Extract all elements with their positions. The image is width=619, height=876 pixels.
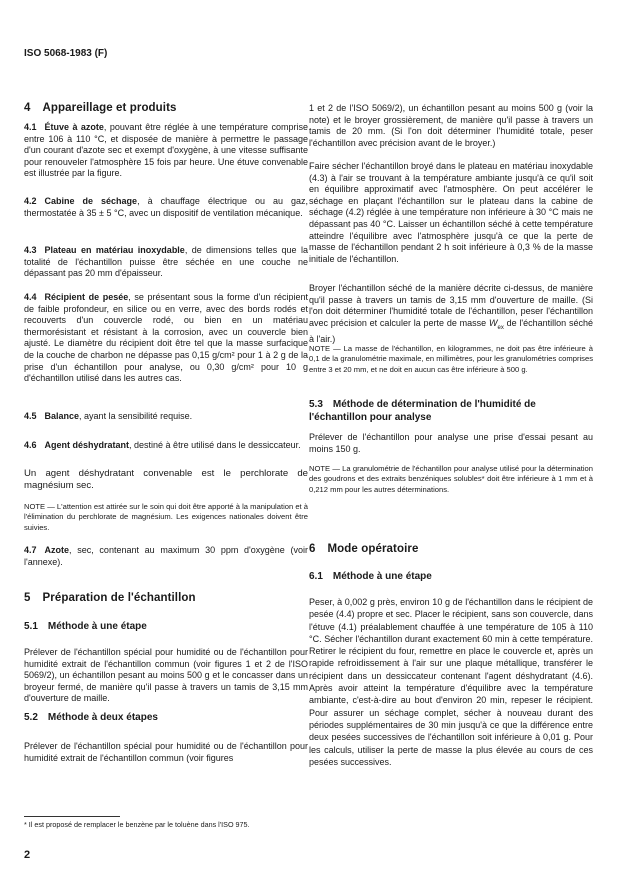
clause-number: 4.5 — [24, 411, 37, 421]
clause-lead: Récipient de pesée — [44, 292, 129, 302]
paragraph: Prélever de l'échantillon spécial pour humidité ou de l'échantillon pour humidité extrait de l'échantillon commun (voir figures — [24, 741, 308, 763]
clause-lead: Plateau en matériau inoxydable — [44, 245, 185, 255]
document-header: ISO 5068-1983 (F) — [24, 48, 108, 59]
section-5-heading — [24, 592, 196, 604]
paragraph: Prélever de l'échantillon pour analyse une prise d'essai pesant au moins 150 g. — [309, 432, 593, 454]
section-title: Préparation de l'échantillon — [42, 592, 196, 604]
clause-4-3 — [24, 245, 308, 280]
clause-4-5 — [24, 411, 308, 423]
paragraph: Faire sécher l'échantillon broyé dans le plateau en matériau inoxydable (4.3) à l'air se trouvant à la température ambiante jusqu'à ce qu'il soit en équilibre approximatif avec l'atmosphère. On peut accélérer le séchage en plaçant l'échantillon sur le plateau dans la cabine de séchage (4.2) réglée à une température non inférieure à 30 °C mais ne dépassant pas 40 °C. Laisser un échantillon séché à cette température atteindre l'équilibre avec l'atmosphère jusqu'à ce que la perte de masse de l'échantillon pendant 2 h soit inférieure à 0,3 % de la masse initiale de l'échantillon. — [309, 161, 593, 264]
subsection-5-2-heading — [24, 712, 308, 724]
note: NOTE — L'attention est attirée sur le soin qui doit être apporté à la manipulation et à l'élimination du perchlorate de magnésium. Les exigences nationales doivent être suivies. — [24, 502, 308, 532]
clause-4-4 — [24, 292, 308, 385]
clause-lead: Étuve à azote — [44, 122, 104, 132]
subsection-number: 5.1 — [24, 621, 38, 632]
paragraph: Un agent déshydratant convenable est le perchlorate de magnésium sec. — [24, 468, 308, 491]
clause-number: 4.1 — [24, 122, 37, 132]
clause-4-1 — [24, 122, 308, 180]
subsection-5-1-heading — [24, 621, 308, 633]
clause-lead: Cabine de séchage — [44, 196, 138, 206]
subsection-title: Méthode à une étape — [47, 621, 147, 632]
section-title: Appareillage et produits — [42, 102, 177, 114]
section-4-heading — [24, 102, 177, 114]
section-6-heading — [309, 543, 418, 555]
symbol: W — [488, 317, 498, 328]
subsection-title: Méthode à deux étapes — [47, 712, 158, 723]
footnote-divider — [24, 816, 120, 817]
subsection-number: 5.2 — [24, 712, 38, 723]
note: NOTE — La masse de l'échantillon, en kilogrammes, ne doit pas être inférieure à 0,1 de la granulométrie maximale, en millimètres, pour les granulométries comprises entre 3 et 20 mm, et ne doit en aucun cas être inférieure à 500 g. — [309, 344, 593, 374]
subsection-5-3-heading — [309, 398, 593, 424]
section-title: Mode opératoire — [327, 543, 419, 555]
subsection-title: Méthode de détermination de l'humidité de l'échantillon pour analyse — [309, 399, 536, 423]
clause-number: 4.7 — [24, 545, 37, 555]
subsection-number: 5.3 — [309, 399, 323, 410]
clause-4-6 — [24, 440, 308, 452]
clause-text: , sec, contenant au maximum 30 ppm d'oxygène (voir l'annexe). — [24, 545, 308, 567]
paragraph: 1 et 2 de l'ISO 5069/2), un échantillon pesant au moins 500 g (voir la note) et le broyer grossièrement, de manière qu'il passe à travers un tamis de 20 mm. (Si l'on doit déterminer l'humidité totale, peser l'échantillon avec précision avant de le broyer.) — [309, 103, 593, 148]
footnote: * Il est proposé de remplacer le benzène par le toluène dans l'ISO 975. — [24, 820, 250, 829]
clause-text: , de dimensions telles que la totalité de l'échantillon puisse être séchée en une couche ne dépassant pas 20 mm d'épaisseur. — [24, 245, 308, 279]
clause-number: 4.3 — [24, 245, 37, 255]
clause-text: , à chauffage électrique ou au gaz, thermostatée à 35 ± 5 °C, avec un dispositif de ventilation mécanique. — [24, 196, 308, 218]
section-number: 6 — [309, 543, 316, 555]
subsection-title: Méthode à une étape — [332, 571, 432, 582]
page-number: 2 — [24, 849, 31, 861]
clause-text: , se présentant sous la forme d'un récipient de faible profondeur, en silice ou en verre, avec des bords rodés et recouverts d'un couvercle rodé, ou bien en un matériau thermorésistant et résistant à la corrosion, avec un couvercle bien ajusté. Le diamètre du récipient doit être tel que la masse surfacique de la couche de charbon ne dépasse pas 0,15 g/cm² pour 1 à 2 g de la prise d'un échantillon pour analyse, ou 0,30 g/cm² pour 10 g d'échantillon utilisé dans les autres cas. — [24, 292, 308, 384]
clause-number: 4.4 — [24, 292, 37, 302]
clause-text: , pouvant être réglée à une température comprise entre 106 à 110 °C, et disposée de manière à permettre le passage d'un courant d'azote sec et exempt d'oxygène, à une vitesse suffisante pour renouveler l'atmosphère 15 fois par heure. Une étuve convenable est illustrée par la figure. — [24, 122, 308, 179]
symbol-subscript: ex — [497, 324, 504, 331]
paragraph: Prélever de l'échantillon spécial pour humidité ou de l'échantillon pour humidité extrait de l'échantillon commun (voir figures 1 et 2 de l'ISO 5069/2), un échantillon pesant au moins 500 g et le concasser dans un broyeur fermé, de manière qu'il passe à travers un tamis de 3,15 mm d'ouverture de maille. — [24, 647, 308, 704]
clause-text: , ayant la sensibilité requise. — [79, 411, 193, 421]
subsection-6-1-heading — [309, 571, 593, 583]
section-number: 4 — [24, 102, 31, 114]
clause-lead: Balance — [44, 411, 80, 421]
clause-4-7 — [24, 545, 308, 568]
clause-number: 4.6 — [24, 440, 37, 450]
clause-lead: Agent déshydratant — [44, 440, 130, 450]
text: Broyer l'échantillon séché de la manière décrite ci-dessus, de manière qu'il passe à travers un tamis de 3,15 mm d'ouverture de maille. (Si l'on doit déterminer l'humidité totale de l'échantillon, peser l'échantillon avec précision et calculer la perte de masse — [309, 283, 593, 328]
section-number: 5 — [24, 592, 31, 604]
clause-4-2 — [24, 196, 308, 219]
clause-lead: Azote — [44, 545, 70, 555]
note: NOTE — La granulométrie de l'échantillon pour analyse utilisé pour la détermination des goudrons et des extraits benzéniques solubles* doit être inférieure à 1 mm et à 0,212 mm pour les autres déterminations. — [309, 464, 593, 494]
clause-text: , destiné à être utilisé dans le dessiccateur. — [129, 440, 301, 450]
paragraph — [309, 283, 593, 346]
text: de l'échantillon séché à l'air.) — [309, 317, 594, 345]
clause-number: 4.2 — [24, 196, 37, 206]
paragraph: Peser, à 0,002 g près, environ 10 g de l'échantillon dans le récipient de pesée (4.4) propre et sec. Placer le récipient, sans son couvercle, dans l'étuve (4.1) préalablement chauffée à une température de 105 à 110 °C. Sécher l'échantillon durant exactement 60 min à cette température. Retirer le récipient du four, remettre en place le couvercle et, après un rapide refroidissement à l'air sur une plaque métallique, transférer le récipient dans un dessiccateur contenant l'agent déshydratant (4.6). Après avoir atteint la température d'équilibre avec la température ambiante, c'est-à-dire au bout d'environ 20 min, repeser le récipient. Pour assurer un séchage complet, sécher à nouveau durant des périodes supplémentaires de 30 min jusqu'à ce que la différence entre deux pesées successives de l'échantillon soit inférieure à 0,01 g. Pour les calculs, utiliser la perte de masse la plus élevée au cours de ces pesées successives. — [309, 597, 593, 767]
subsection-number: 6.1 — [309, 571, 323, 582]
